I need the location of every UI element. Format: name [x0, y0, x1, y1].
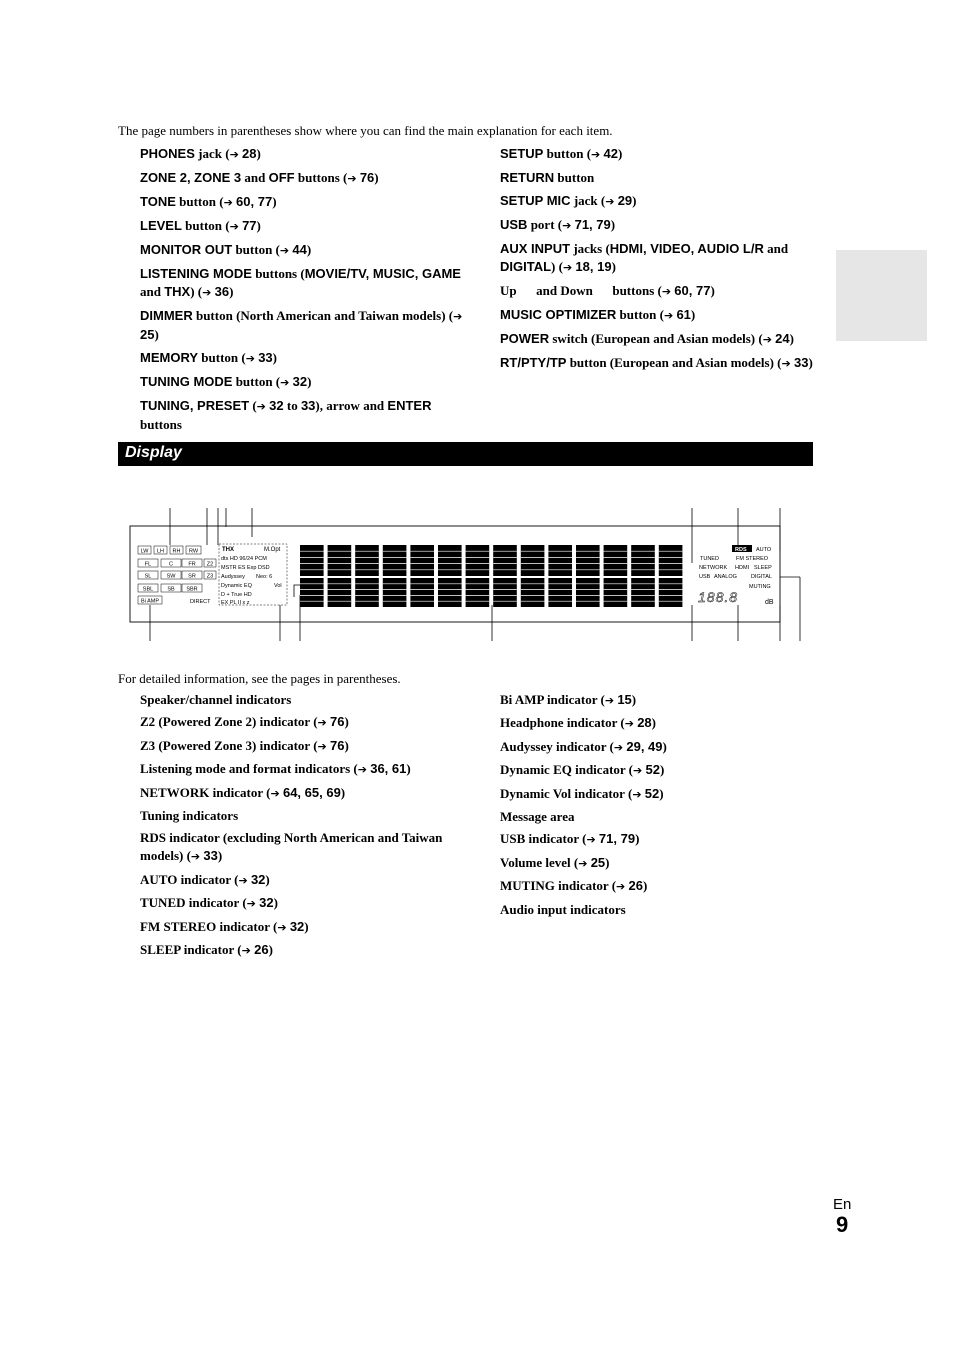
- message-character-cell: [355, 578, 379, 607]
- message-character-cell: [631, 545, 655, 576]
- speaker-label: SBR: [186, 586, 198, 593]
- message-character-cell: [383, 545, 407, 576]
- list-item: TONE button (➔ 60, 77): [140, 194, 277, 209]
- message-character-cell: [521, 545, 545, 576]
- list-item: RETURN button: [500, 170, 595, 185]
- panel-list-left: [140, 145, 470, 439]
- audyssey-indicator: Audyssey: [221, 574, 245, 580]
- message-character-cell: [493, 578, 517, 607]
- list-item: AUX INPUT jacks (HDMI, VIDEO, AUDIO L/R and DIGITAL) (➔ 18, 19): [500, 241, 789, 274]
- speaker-label: RW: [188, 548, 199, 555]
- page-number: 9: [836, 1212, 849, 1237]
- list-item: Listening mode and format indicators (➔ 36, 61): [140, 761, 411, 777]
- message-character-cell: [300, 545, 324, 576]
- list-item: Volume level (➔ 25): [500, 854, 610, 870]
- list-item: DIMMER button (North American and Taiwan models) (➔ 25): [140, 308, 463, 342]
- true-hd-indicator: D + True HD: [221, 592, 252, 598]
- display-list-left: [140, 691, 470, 964]
- speaker-label: SR: [188, 573, 196, 580]
- direct-indicator: DIRECT: [190, 599, 211, 605]
- list-item: MEMORY button (➔ 33): [140, 350, 277, 365]
- list-item: Z2 (Powered Zone 2) indicator (➔ 76): [140, 714, 349, 730]
- dynamic-eq-indicator: Dynamic EQ: [221, 583, 252, 589]
- message-character-cell: [493, 545, 517, 576]
- list-item: LEVEL button (➔ 77): [140, 218, 261, 233]
- dynamic-vol-indicator: Vol: [274, 583, 282, 589]
- muting-indicator: MUTING: [749, 584, 771, 590]
- panel-list-right: [500, 145, 820, 378]
- mstr-indicator: MSTR ES Exp DSD: [221, 565, 270, 571]
- list-item: LISTENING MODE buttons (MOVIE/TV, MUSIC, GAME and THX) (➔ 36): [140, 266, 461, 299]
- message-character-cell: [576, 578, 600, 607]
- message-area: [300, 545, 682, 607]
- list-item: Dynamic EQ indicator (➔ 52): [500, 762, 665, 778]
- message-character-cell: [328, 578, 352, 607]
- list-item: FM STEREO indicator (➔ 32): [140, 918, 309, 934]
- tuning-indicators: [698, 545, 774, 606]
- list-item: MONITOR OUT button (➔ 44): [140, 242, 312, 257]
- list-item: POWER switch (European and Asian models) (➔ 24): [500, 331, 794, 346]
- display-list-right: [500, 691, 820, 923]
- digital-indicator: DIGITAL: [751, 574, 772, 580]
- message-character-cell: [631, 578, 655, 607]
- z2-indicator: Z2: [206, 561, 214, 568]
- neo6-indicator: Neo: 6: [256, 574, 273, 580]
- speaker-label: LH: [156, 548, 165, 555]
- fm-stereo-indicator: FM STEREO: [736, 556, 769, 562]
- message-character-cell: [410, 545, 434, 576]
- message-character-cell: [410, 578, 434, 607]
- list-item: Up and Down buttons (➔ 60, 77): [500, 283, 715, 298]
- speaker-label: FL: [144, 561, 152, 568]
- speaker-label: SBL: [142, 586, 154, 593]
- thx-indicator: THX: [222, 547, 234, 553]
- speaker-label: C: [169, 561, 173, 568]
- z3-indicator: Z3: [206, 573, 214, 580]
- message-character-cell: [438, 545, 462, 576]
- list-item: USB indicator (➔ 71, 79): [500, 831, 640, 847]
- speaker-label: FR: [188, 561, 196, 568]
- list-item: Message area: [500, 808, 575, 824]
- list-item: NETWORK indicator (➔ 64, 65, 69): [140, 784, 346, 800]
- list-item: USB port (➔ 71, 79): [500, 217, 616, 232]
- message-character-cell: [548, 545, 572, 576]
- hdmi-indicator: HDMI: [735, 565, 750, 571]
- list-item: Headphone indicator (➔ 28): [500, 715, 656, 731]
- list-item: RDS indicator (excluding North American and Taiwan models) (➔ 33): [140, 830, 443, 864]
- speaker-label: LW: [140, 548, 149, 555]
- bi-amp-indicator: Bi AMP: [140, 598, 160, 605]
- list-item: Dynamic Vol indicator (➔ 52): [500, 785, 664, 801]
- message-character-cell: [604, 578, 628, 607]
- list-item: ZONE 2, ZONE 3 and OFF buttons (➔ 76): [140, 170, 379, 185]
- format-indicators: [190, 544, 287, 606]
- speaker-label: SB: [167, 586, 175, 593]
- message-character-cell: [659, 545, 683, 576]
- intro-text: The page numbers in parentheses show where you can find the main explanation for each item.: [118, 123, 613, 138]
- list-item: Audyssey indicator (➔ 29, 49): [500, 738, 667, 754]
- network-indicator: NETWORK: [699, 565, 728, 571]
- auto-indicator: AUTO: [756, 547, 772, 553]
- list-item: Tuning indicators: [140, 807, 239, 823]
- message-character-cell: [383, 578, 407, 607]
- dts-indicator: dts HD 96/24 PCM: [221, 556, 267, 562]
- message-character-cell: [521, 578, 545, 607]
- message-character-cell: [576, 545, 600, 576]
- list-item: MUTING indicator (➔ 26): [500, 878, 648, 894]
- section-title: Display: [125, 444, 182, 461]
- speaker-label: SW: [166, 573, 176, 580]
- list-item: TUNING, PRESET (➔ 32 to 33), arrow and ENTER buttons: [140, 398, 432, 432]
- message-character-cell: [548, 578, 572, 607]
- list-item: SETUP MIC jack (➔ 29): [500, 193, 637, 208]
- message-character-cell: [355, 545, 379, 576]
- speaker-label: SL: [144, 573, 152, 580]
- ex-pl-indicator: EX PL II x z: [221, 600, 250, 606]
- list-item: Z3 (Powered Zone 3) indicator (➔ 76): [140, 737, 349, 753]
- usb-indicator: USB: [699, 574, 711, 580]
- message-character-cell: [604, 545, 628, 576]
- message-character-cell: [300, 578, 324, 607]
- list-item: SLEEP indicator (➔ 26): [140, 941, 273, 957]
- message-character-cell: [328, 545, 352, 576]
- list-item: Speaker/channel indicators: [140, 692, 292, 707]
- message-character-cell: [466, 545, 490, 576]
- speaker-label: RH: [172, 548, 181, 555]
- rds-indicator: RDS: [735, 547, 747, 553]
- list-item: Bi AMP indicator (➔ 15): [500, 692, 637, 707]
- volume-level: 188.8: [698, 589, 739, 605]
- list-item: MUSIC OPTIMIZER button (➔ 61): [500, 307, 696, 322]
- list-item: RT/PTY/TP button (European and Asian models) (➔ 33): [500, 355, 813, 370]
- page-language: En: [833, 1196, 852, 1213]
- tuned-indicator: TUNED: [700, 556, 719, 562]
- db-indicator: dB: [765, 599, 774, 606]
- sleep-indicator: SLEEP: [754, 565, 772, 571]
- list-item: TUNED indicator (➔ 32): [140, 895, 278, 911]
- list-item: Audio input indicators: [500, 901, 626, 917]
- music-optimizer-indicator: M.Opt: [264, 547, 281, 553]
- message-character-cell: [466, 578, 490, 607]
- message-character-cell: [438, 578, 462, 607]
- message-character-cell: [659, 578, 683, 607]
- analog-indicator: ANALOG: [714, 574, 737, 580]
- side-tab: [836, 250, 927, 341]
- list-item: SETUP button (➔ 42): [500, 146, 623, 161]
- list-item: AUTO indicator (➔ 32): [140, 871, 270, 887]
- list-item: PHONES jack (➔ 28): [140, 146, 261, 161]
- speaker-indicators: [138, 546, 216, 605]
- list-item: TUNING MODE button (➔ 32): [140, 374, 312, 389]
- section-heading-bar: [118, 442, 813, 466]
- intro-text-display: For detailed information, see the pages in parentheses.: [118, 671, 401, 686]
- display-panel-diagram: [118, 505, 818, 645]
